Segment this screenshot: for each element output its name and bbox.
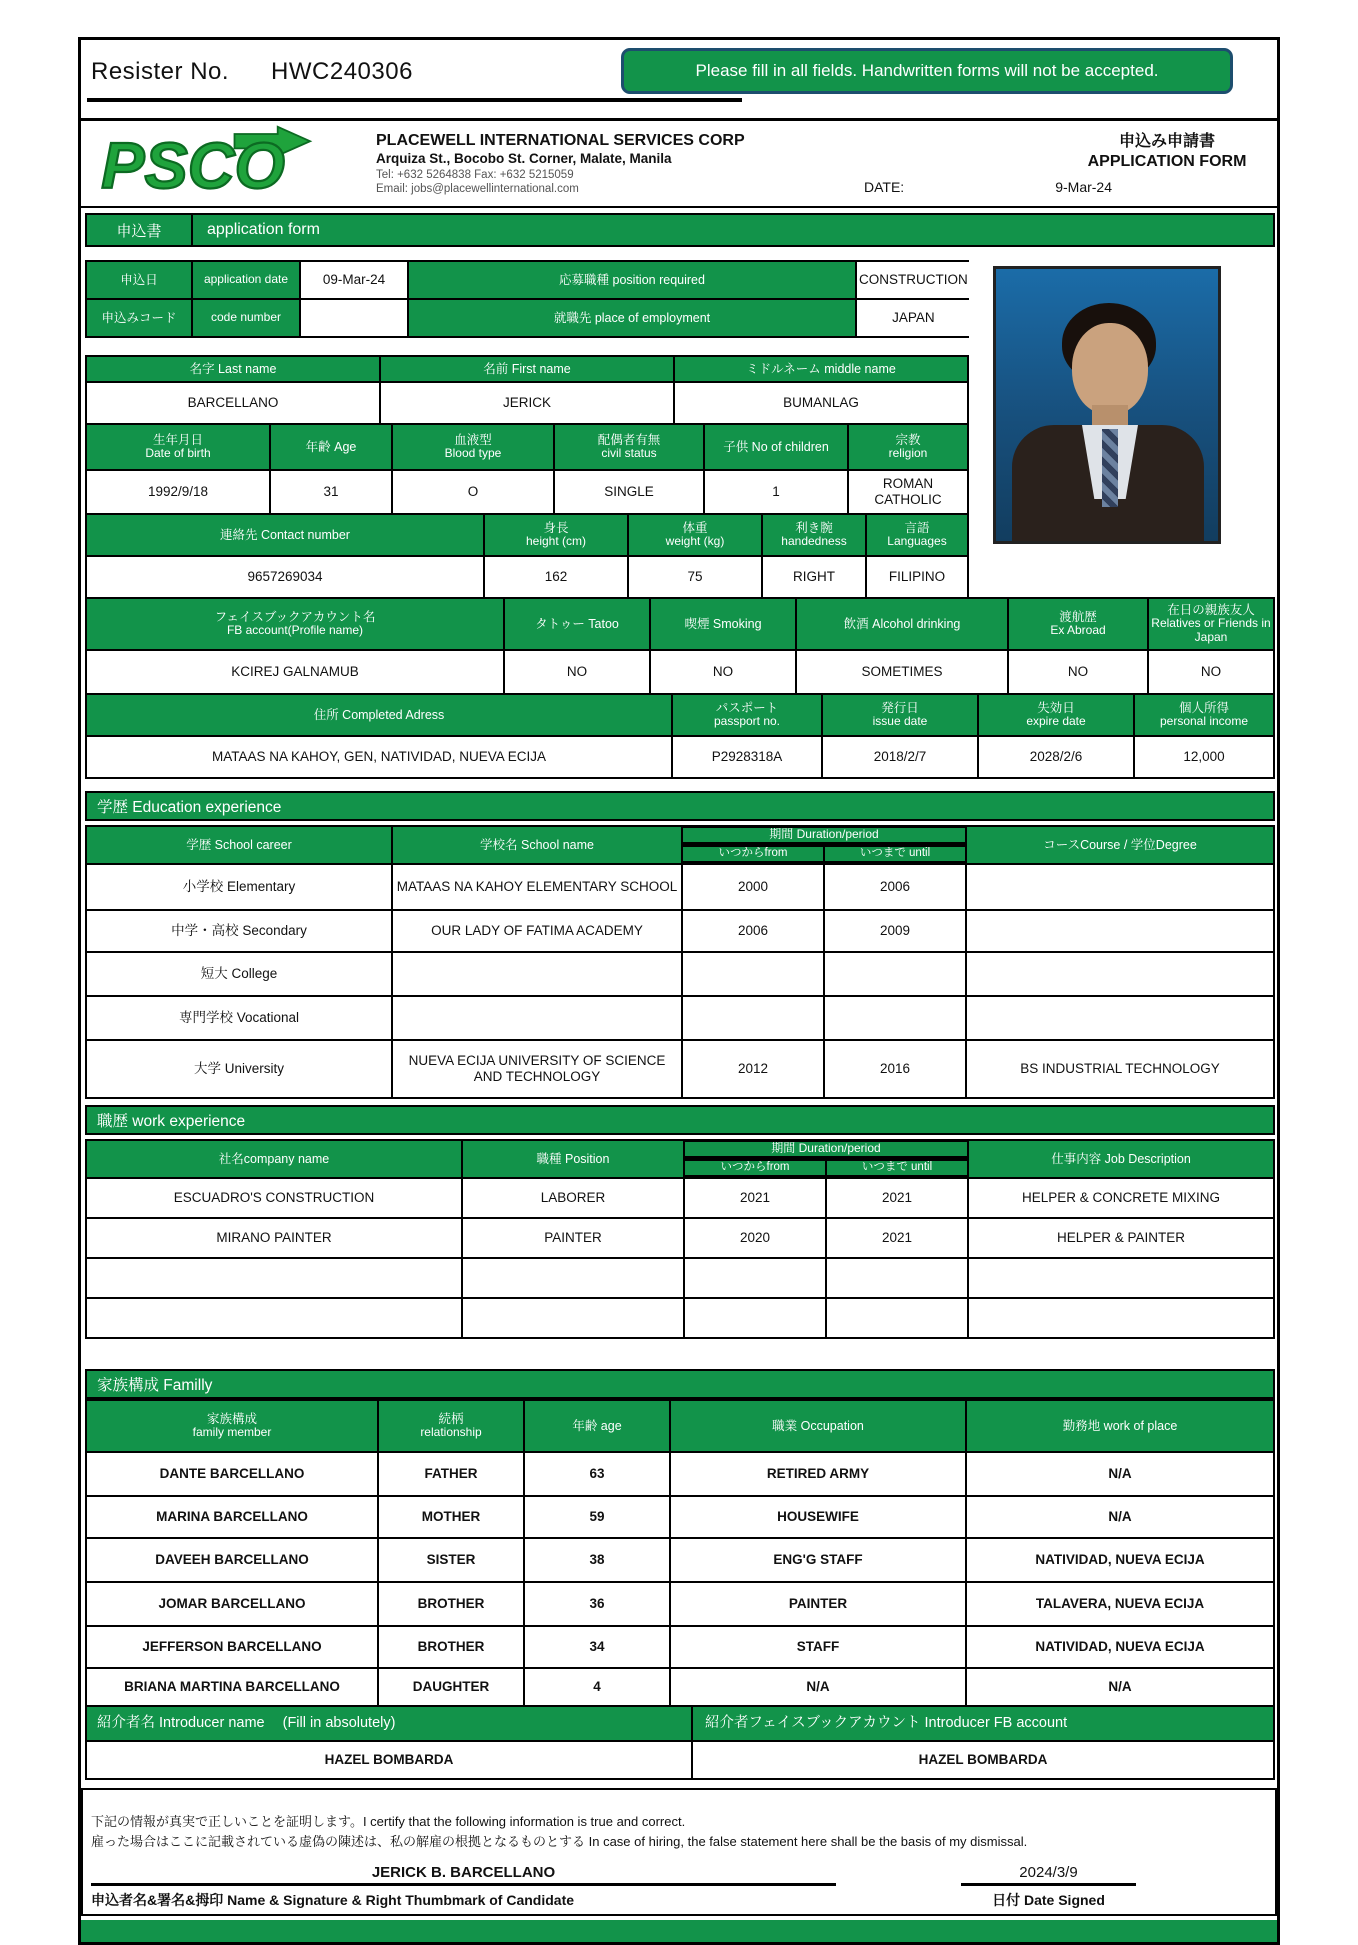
alcohol-label: 飲酒 Alcohol drinking — [797, 599, 1007, 649]
work-desc-3 — [969, 1259, 1273, 1297]
company-name: PLACEWELL INTERNATIONAL SERVICES CORP — [376, 131, 745, 149]
family-member-1: DANTE BARCELLANO — [87, 1453, 377, 1495]
middle-name-value: BUMANLAG — [675, 383, 967, 423]
register-label: Resister No. — [91, 58, 230, 85]
languages-label: 言語 Languages — [867, 515, 967, 555]
until-label: いつまで until — [827, 1161, 967, 1174]
work-company-3 — [87, 1259, 461, 1297]
date-signed-value: 2024/3/9 — [961, 1864, 1136, 1886]
handedness-value: RIGHT — [763, 557, 865, 597]
dob-value: 1992/9/18 — [87, 471, 269, 513]
religion-value: ROMAN CATHOLIC — [849, 471, 967, 513]
form-title-block — [856, 132, 1277, 194]
work-desc-4 — [969, 1299, 1273, 1337]
signature-block — [91, 1864, 836, 1910]
personal-income-label: 個人所得 personal income — [1135, 695, 1273, 735]
work-desc-2: HELPER & PAINTER — [969, 1219, 1273, 1257]
signature-name: JERICK B. BARCELLANO — [91, 1864, 836, 1886]
work-position-2: PAINTER — [463, 1219, 683, 1257]
work-until-1: 2021 — [827, 1179, 967, 1217]
smoking-value: NO — [651, 651, 795, 693]
name-table — [85, 355, 969, 425]
family-place-1: N/A — [967, 1453, 1273, 1495]
employment-place-value: JAPAN — [857, 300, 970, 336]
last-name-value: BARCELLANO — [87, 383, 379, 423]
date-value: 9-Mar-24 — [1055, 178, 1112, 195]
languages-value: FILIPINO — [867, 557, 967, 597]
work-company-4 — [87, 1299, 461, 1337]
edu-school-university: NUEVA ECIJA UNIVERSITY OF SCIENCE AND TECHNOLOGY — [393, 1041, 681, 1097]
edu-until-vocational — [825, 997, 965, 1039]
company-header — [81, 118, 1277, 208]
contact-table — [85, 513, 969, 599]
contact-number-label: 連絡先 Contact number — [87, 515, 483, 555]
company-telfax: Tel: +632 5264838 Fax: +632 5215059 — [376, 168, 574, 181]
blood-label: 血液型 Blood type — [393, 425, 553, 469]
family-place-3: NATIVIDAD, NUEVA ECIJA — [967, 1539, 1273, 1581]
work-band: 職歴 work experience — [85, 1105, 1275, 1135]
work-table — [85, 1139, 1275, 1339]
issue-date-value: 2018/2/7 — [823, 737, 977, 777]
edu-school-elementary: MATAAS NA KAHOY ELEMENTARY SCHOOL — [393, 865, 681, 909]
religion-label: 宗教 religion — [849, 425, 967, 469]
relationship-header: 続柄 relationship — [379, 1401, 523, 1451]
edu-until-university: 2016 — [825, 1041, 965, 1097]
from-label: いつからfrom — [683, 847, 823, 860]
introducer-fb-value: HAZEL BOMBARDA — [693, 1742, 1273, 1778]
apply-date-label-jp: 申込日 — [87, 262, 191, 298]
edu-career-elementary: 小学校 Elementary — [87, 865, 391, 909]
children-value: 1 — [705, 471, 847, 513]
family-member-3: DAVEEH BARCELLANO — [87, 1539, 377, 1581]
work-until-4 — [827, 1299, 967, 1337]
certification-line-2: 雇った場合はここに記載されている虚偽の陳述は、私の解雇の根拠となるものとする In case of hiring, the false statement here shall be the basis of my dismissal. — [91, 1834, 1028, 1850]
edu-from-vocational — [683, 997, 823, 1039]
family-age-6: 4 — [525, 1669, 669, 1705]
relatives-in-japan-value: NO — [1149, 651, 1273, 693]
form-title-en: APPLICATION FORM — [1087, 152, 1247, 170]
date-label: DATE: — [864, 178, 905, 195]
first-name-label: 名前 First name — [381, 357, 673, 381]
family-place-5: NATIVIDAD, NUEVA ECIJA — [967, 1627, 1273, 1667]
school-name-header: 学校名 School name — [393, 827, 681, 863]
address-label: 住所 Completed Adress — [87, 695, 671, 735]
workplace-header: 勤務地 work of place — [967, 1401, 1273, 1451]
introducer-name-header: 紹介者名 Introducer name (Fill in absolutely) — [87, 1707, 691, 1740]
edu-until-elementary: 2006 — [825, 865, 965, 909]
code-number-label-en: code number — [193, 300, 299, 336]
introducer-name-value: HAZEL BOMBARDA — [87, 1742, 691, 1778]
family-member-6: BRIANA MARTINA BARCELLANO — [87, 1669, 377, 1705]
ex-abroad-label: 渡航歴 Ex Abroad — [1009, 599, 1147, 649]
work-desc-1: HELPER & CONCRETE MIXING — [969, 1179, 1273, 1217]
band-jp: 申込書 — [87, 215, 191, 245]
edu-career-university: 大学 University — [87, 1041, 391, 1097]
education-band: 学歴 Education experience — [85, 791, 1275, 821]
family-occ-2: HOUSEWIFE — [671, 1497, 965, 1537]
middle-name-label: ミドルネーム middle name — [675, 357, 967, 381]
children-label: 子供 No of children — [705, 425, 847, 469]
edu-from-university: 2012 — [683, 1041, 823, 1097]
certification-box — [81, 1788, 1277, 1916]
family-place-4: TALAVERA, NUEVA ECIJA — [967, 1583, 1273, 1625]
edu-school-college — [393, 953, 681, 995]
band-en: application form — [193, 215, 1273, 245]
family-age-3: 38 — [525, 1539, 669, 1581]
course-degree-header: コースCourse / 学位Degree — [967, 827, 1273, 863]
first-name-value: JERICK — [381, 383, 673, 423]
alcohol-value: SOMETIMES — [797, 651, 1007, 693]
personal-table — [85, 423, 969, 515]
fb-account-value: KCIREJ GALNAMUB — [87, 651, 503, 693]
photo-tie — [1102, 429, 1118, 507]
notice-banner: Please fill in all fields. Handwritten forms will not be accepted. — [621, 48, 1233, 94]
applicant-photo — [993, 266, 1221, 544]
work-from-4 — [685, 1299, 825, 1337]
family-occ-3: ENG'G STAFF — [671, 1539, 965, 1581]
apply-table — [85, 260, 969, 338]
company-info — [336, 131, 856, 197]
code-number-label-jp: 申込みコード — [87, 300, 191, 336]
civil-status-value: SINGLE — [555, 471, 703, 513]
edu-from-secondary: 2006 — [683, 911, 823, 951]
work-until-3 — [827, 1259, 967, 1297]
weight-label: 体重 weight (kg) — [629, 515, 761, 555]
family-rel-4: BROTHER — [379, 1583, 523, 1625]
introducer-fb-header: 紹介者フェイスブックアカウント Introducer FB account — [693, 1707, 1273, 1740]
height-value: 162 — [485, 557, 627, 597]
svg-text:PSCO: PSCO — [101, 129, 285, 197]
apply-date-label-en: application date — [193, 262, 299, 298]
company-name-header: 社名company name — [87, 1141, 461, 1177]
address-table — [85, 693, 1275, 779]
handedness-label: 利き腕 handedness — [763, 515, 865, 555]
tatoo-label: タトゥー Tatoo — [505, 599, 649, 649]
relatives-in-japan-label: 在日の親族友人 Relatives or Friends in Japan — [1149, 599, 1273, 649]
work-company-2: MIRANO PAINTER — [87, 1219, 461, 1257]
tatoo-value: NO — [505, 651, 649, 693]
smoking-label: 喫煙 Smoking — [651, 599, 795, 649]
register-row — [81, 40, 1277, 118]
family-age-1: 63 — [525, 1453, 669, 1495]
photo-face — [1072, 323, 1148, 415]
weight-value: 75 — [629, 557, 761, 597]
edu-course-secondary — [967, 911, 1273, 951]
application-form-document — [78, 37, 1280, 1945]
family-age-2: 59 — [525, 1497, 669, 1537]
family-occ-1: RETIRED ARMY — [671, 1453, 965, 1495]
apply-date-value: 09-Mar-24 — [301, 262, 407, 298]
company-email: Email: jobs@placewellinternational.com — [376, 182, 579, 195]
work-position-1: LABORER — [463, 1179, 683, 1217]
company-logo — [81, 125, 336, 202]
edu-school-vocational — [393, 997, 681, 1039]
edu-course-university: BS INDUSTRIAL TECHNOLOGY — [967, 1041, 1273, 1097]
contact-number-value: 9657269034 — [87, 557, 483, 597]
register-underline — [87, 98, 742, 102]
school-career-header: 学歴 School career — [87, 827, 391, 863]
bottom-green-band — [81, 1920, 1277, 1942]
last-name-label: 名字 Last name — [87, 357, 379, 381]
work-until-2: 2021 — [827, 1219, 967, 1257]
work-position-4 — [463, 1299, 683, 1337]
edu-until-college — [825, 953, 965, 995]
register-number: HWC240306 — [271, 58, 413, 85]
certification-line-1: 下記の情報が真実で正しいことを証明します。I certify that the following information is true and correct. — [91, 1814, 686, 1829]
civil-status-label: 配偶者有無 civil status — [555, 425, 703, 469]
position-required-value: CONSTRUCTION — [857, 262, 970, 298]
edu-course-elementary — [967, 865, 1273, 909]
address-value: MATAAS NA KAHOY, GEN, NATIVIDAD, NUEVA ECIJA — [87, 737, 671, 777]
age-header: 年齢 age — [525, 1401, 669, 1451]
family-member-header: 家族構成 family member — [87, 1401, 377, 1451]
age-label: 年齢 Age — [271, 425, 391, 469]
family-band: 家族構成 Familly — [85, 1369, 1275, 1399]
work-from-3 — [685, 1259, 825, 1297]
date-row — [856, 179, 1263, 195]
family-occ-5: STAFF — [671, 1627, 965, 1667]
edu-from-college — [683, 953, 823, 995]
work-duration-header — [685, 1141, 967, 1177]
signature-label: 申込者名&署名&拇印 Name & Signature & Right Thumbmark of Candidate — [91, 1892, 575, 1909]
lifestyle-table — [85, 597, 1275, 695]
work-from-1: 2021 — [685, 1179, 825, 1217]
work-position-3 — [463, 1259, 683, 1297]
family-rel-1: FATHER — [379, 1453, 523, 1495]
edu-career-secondary: 中学・高校 Secondary — [87, 911, 391, 951]
edu-course-vocational — [967, 997, 1273, 1039]
passport-value: P2928318A — [673, 737, 821, 777]
family-rel-6: DAUGHTER — [379, 1669, 523, 1705]
education-table — [85, 825, 1275, 1099]
edu-from-elementary: 2000 — [683, 865, 823, 909]
education-duration-header — [683, 827, 965, 863]
fb-account-label: フェイスブックアカウント名 FB account(Profile name) — [87, 599, 503, 649]
issue-date-label: 発行日 issue date — [823, 695, 977, 735]
edu-course-college — [967, 953, 1273, 995]
work-company-1: ESCUADRO'S CONSTRUCTION — [87, 1179, 461, 1217]
family-member-4: JOMAR BARCELLANO — [87, 1583, 377, 1625]
signature-row — [91, 1864, 1265, 1910]
employment-place-label: 就職先 place of employment — [409, 300, 855, 336]
company-address: Arquiza St., Bocobo St. Corner, Malate, Manila — [376, 150, 672, 166]
family-place-2: N/A — [967, 1497, 1273, 1537]
edu-career-vocational: 専門学校 Vocational — [87, 997, 391, 1039]
duration-label: 期間 Duration/period — [683, 828, 965, 842]
company-logo-graphic — [93, 125, 331, 197]
form-title-jp: 申込み申請書 — [1118, 133, 1215, 151]
edu-until-secondary: 2009 — [825, 911, 965, 951]
age-value: 31 — [271, 471, 391, 513]
application-form-band — [85, 213, 1275, 247]
edu-career-college: 短大 College — [87, 953, 391, 995]
code-number-value — [301, 300, 407, 336]
family-age-5: 34 — [525, 1627, 669, 1667]
dob-label: 生年月日 Date of birth — [87, 425, 269, 469]
until-label: いつまで until — [825, 847, 965, 860]
family-member-2: MARINA BARCELLANO — [87, 1497, 377, 1537]
family-member-5: JEFFERSON BARCELLANO — [87, 1627, 377, 1667]
form-title — [1071, 132, 1263, 170]
family-rel-5: BROTHER — [379, 1627, 523, 1667]
position-required-label: 応募職種 position required — [409, 262, 855, 298]
expire-date-label: 失効日 expire date — [979, 695, 1133, 735]
date-signed-block — [961, 1864, 1136, 1910]
work-from-2: 2020 — [685, 1219, 825, 1257]
introducer-table — [85, 1705, 1275, 1780]
position-header: 職種 Position — [463, 1141, 683, 1177]
personal-income-value: 12,000 — [1135, 737, 1273, 777]
family-table — [85, 1399, 1275, 1707]
occupation-header: 職業 Occupation — [671, 1401, 965, 1451]
family-occ-4: PAINTER — [671, 1583, 965, 1625]
family-place-6: N/A — [967, 1669, 1273, 1705]
expire-date-value: 2028/2/6 — [979, 737, 1133, 777]
family-occ-6: N/A — [671, 1669, 965, 1705]
duration-label: 期間 Duration/period — [685, 1142, 967, 1156]
blood-value: O — [393, 471, 553, 513]
passport-label: パスポート passport no. — [673, 695, 821, 735]
from-label: いつからfrom — [685, 1161, 825, 1174]
edu-school-secondary: OUR LADY OF FATIMA ACADEMY — [393, 911, 681, 951]
ex-abroad-value: NO — [1009, 651, 1147, 693]
height-label: 身長 height (cm) — [485, 515, 627, 555]
register-line — [91, 58, 413, 86]
family-age-4: 36 — [525, 1583, 669, 1625]
family-rel-2: MOTHER — [379, 1497, 523, 1537]
job-description-header: 仕事内容 Job Description — [969, 1141, 1273, 1177]
family-rel-3: SISTER — [379, 1539, 523, 1581]
date-signed-label: 日付 Date Signed — [992, 1892, 1105, 1909]
